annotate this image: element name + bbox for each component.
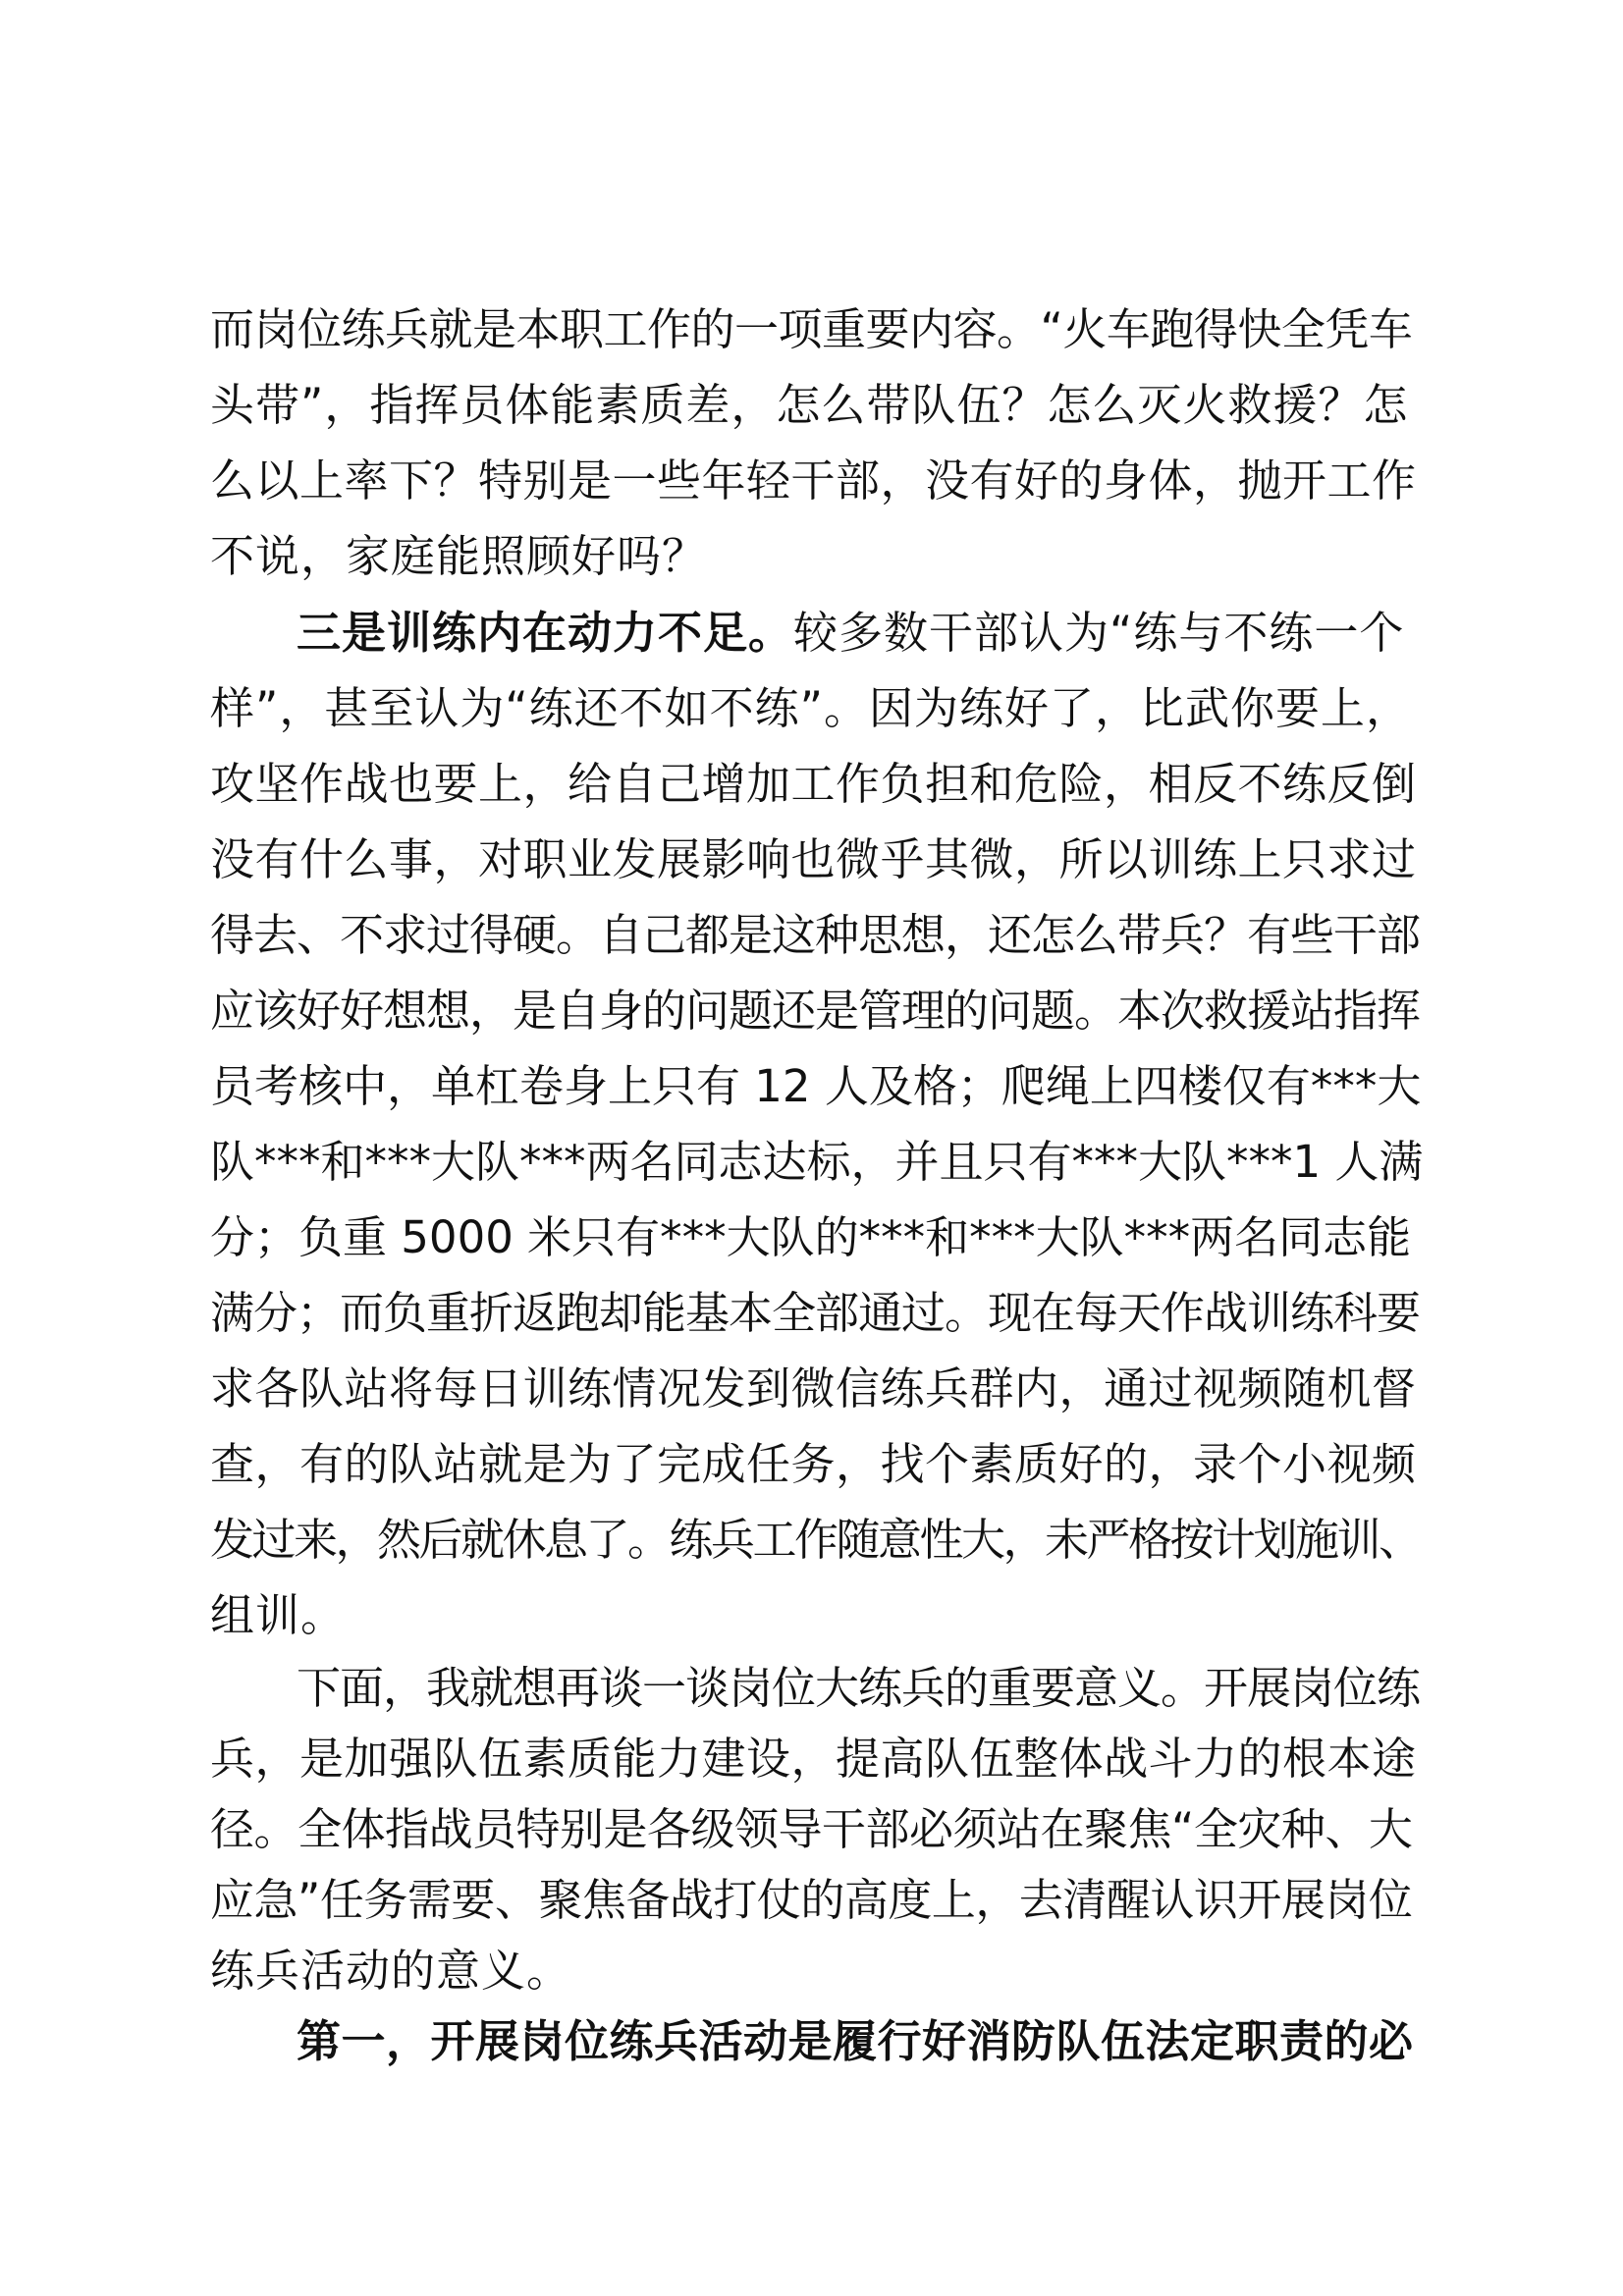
text-line xyxy=(210,300,1412,359)
text-line xyxy=(210,452,1417,510)
text-line xyxy=(210,1360,1417,1418)
text-line xyxy=(210,982,1420,1041)
text-segment: 应该好好想想，是自身的问题还是管理的问题。本次救援站指挥 xyxy=(210,985,1421,1037)
text-segment: 组训。 xyxy=(210,1589,347,1641)
text-segment: 发过来，然后就休息了。练兵工作随意性大，未严格按计划施训、 xyxy=(210,1514,1421,1566)
text-line xyxy=(210,830,1417,889)
text-segment: 不说，家庭能照顾好吗？ xyxy=(210,530,708,582)
text-line xyxy=(210,1586,346,1645)
paragraph-heading-line xyxy=(210,604,1404,663)
text-line xyxy=(210,1284,1420,1343)
text-segment: 样”，甚至认为“练还不如不练”。因为练好了，比武你要上， xyxy=(210,682,1411,734)
text-segment: 较多数干部认为“练与不练一个 xyxy=(793,607,1405,659)
bold-heading: 第一，开展岗位练兵活动是履行好消防队伍法定职责的必 xyxy=(297,2015,1414,2067)
text-segment: 求各队站将每日训练情况发到微信练兵群内，通过视频随机督 xyxy=(210,1362,1417,1415)
text-line xyxy=(210,1133,1423,1192)
paragraph-heading-line xyxy=(210,2012,1414,2071)
text-segment: 没有什么事，对职业发展影响也微乎其微，所以训练上只求过 xyxy=(210,833,1417,885)
text-segment: 满分；而负重折返跑却能基本全部通过。现在每天作战训练科要 xyxy=(210,1287,1421,1339)
text-segment: 头带”，指挥员体能素质差，怎么带队伍？怎么灭火救援？怎 xyxy=(210,379,1409,431)
text-segment: 而岗位练兵就是本职工作的一项重要内容。“火车跑得快全凭车 xyxy=(210,303,1413,355)
text-line xyxy=(210,679,1411,738)
text-line xyxy=(210,376,1408,435)
text-line xyxy=(210,1659,1420,1718)
text-line xyxy=(210,1208,1411,1267)
text-line xyxy=(210,1800,1412,1859)
text-line xyxy=(210,1730,1417,1789)
text-line xyxy=(210,1435,1417,1494)
text-segment: 得去、不求过得硬。自己都是这种思想，还怎么带兵？有些干部 xyxy=(210,909,1421,961)
text-segment: 攻坚作战也要上，给自己增加工作负担和危险，相反不练反倒 xyxy=(210,758,1417,810)
text-line xyxy=(210,1871,1412,1930)
text-line xyxy=(210,1511,1421,1570)
text-segment: 下面，我就想再谈一谈岗位大练兵的重要意义。开展岗位练 xyxy=(297,1662,1421,1714)
text-segment: 么以上率下？特别是一些年轻干部，没有好的身体，抛开工作 xyxy=(210,454,1417,507)
text-line xyxy=(210,755,1417,814)
text-line xyxy=(210,1942,571,2001)
bold-lead-heading: 三是训练内在动力不足。 xyxy=(297,607,794,659)
text-line xyxy=(210,1057,1421,1116)
text-segment: 查，有的队站就是为了完成任务，找个素质好的，录个小视频 xyxy=(210,1438,1417,1490)
text-segment: 分；负重 5000 米只有***大队的***和***大队***两名同志能 xyxy=(210,1211,1412,1263)
text-segment: 员考核中，单杠卷身上只有 12 人及格；爬绳上四楼仅有***大 xyxy=(210,1060,1422,1112)
text-segment: 径。全体指战员特别是各级领导干部必须站在聚焦“全灾种、大 xyxy=(210,1803,1413,1855)
text-line xyxy=(210,906,1420,965)
text-segment: 队***和***大队***两名同志达标，并且只有***大队***1 人满 xyxy=(210,1136,1424,1188)
text-segment: 练兵活动的意义。 xyxy=(210,1945,572,1997)
text-line xyxy=(210,527,707,586)
text-segment: 应急”任务需要、聚焦备战打仗的高度上，去清醒认识开展岗位 xyxy=(210,1874,1413,1926)
text-segment: 兵，是加强队伍素质能力建设，提高队伍整体战斗力的根本途 xyxy=(210,1733,1417,1785)
